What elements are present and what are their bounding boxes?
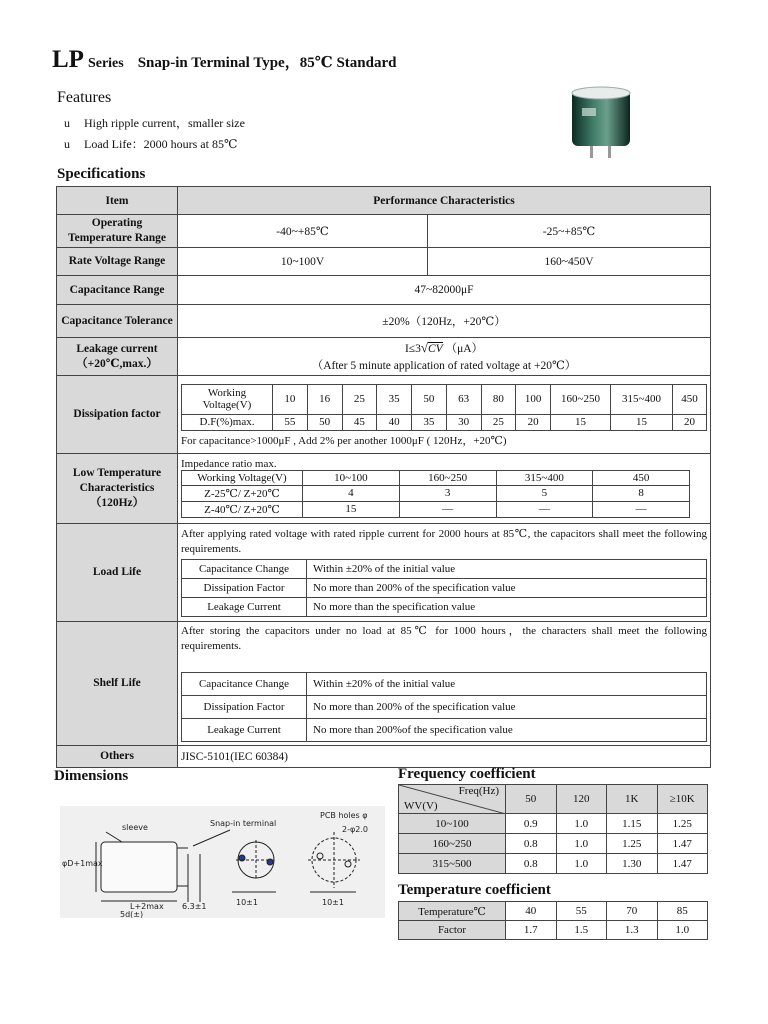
df-voltage-cell: 80 [481, 384, 516, 414]
temp-cell: 40 [506, 902, 557, 921]
freq-cell: 1.47 [657, 854, 708, 874]
table-row [182, 579, 707, 598]
frequency-heading: Frequency coefficient [398, 766, 536, 782]
requirement-value: No more than 200% of the specification value [307, 579, 707, 598]
features-heading: Features [57, 89, 112, 106]
requirement-value: No more than 200% of the specification value [307, 696, 707, 719]
df-value-cell: 50 [307, 414, 342, 430]
requirement-value: No more than 200%of the specification value [307, 719, 707, 742]
lowtemp-header-cell: 450 [593, 470, 690, 485]
specifications-heading: Specifications [57, 166, 146, 182]
df-voltage-cell: 35 [377, 384, 412, 414]
freq-cell: 1.0 [556, 834, 607, 854]
low-temperature-label: Low Temperature Characteristics（120Hz） [57, 454, 178, 524]
freq-col-header: 120 [556, 785, 607, 814]
dissipation-factor-label: Dissipation factor [57, 376, 178, 454]
length-label: L+2max [130, 902, 164, 911]
pcb-holes-label: PCB holes φ [320, 811, 368, 820]
freq-col-header: 50 [506, 785, 557, 814]
sleeve-label: sleeve [122, 823, 148, 832]
shelf-life-table [181, 672, 707, 742]
temp-cell: 55 [556, 902, 607, 921]
temp-cell: 1.0 [657, 921, 708, 940]
lowtemp-cell: — [593, 501, 690, 517]
lowtemp-cell: 8 [593, 485, 690, 501]
lowtemp-cell: Z-25℃/ Z+20℃ [182, 485, 303, 501]
lowtemp-header-cell: 315~400 [496, 470, 593, 485]
operating-temp-label: Operating Temperature Range [57, 215, 178, 248]
specifications-table: Item Performance Characteristics Operating Temperature Range -40~+85℃ -25~+85℃ Rate Voltage Range 10~100V 160~450V Capacitance Range 47~82000μF Capacitance Tolerance ±20%（120Hz，+20℃） Leakage current（+20℃,max.） I≤3√CV （μA） （After 5 minute application of rated voltage at +20℃） Dissipation factor Working Voltage(V) 10 16 25 35 50 63 80 100 160~250 315~400 450 D.F(%)max. 55 50 45 40 35 30 25 20 15 15 20 For capacitance>1000μF , Add 2% per another 1000μF ( 120Hz，+20℃) Low Temperature Characteristics（120Hz） Impedance ratio max. Working Voltage(V) 10~100 160~250 315~400 450 Z-25℃/ Z+20℃ 4 3 5 8 Z-40℃/ Z+20℃ 15 — — — Load Life After applying rated voltage with rated ripple current for 2000 hours at 85℃, the capacitors shall meet the following requirements. Capacitance Change Within ±20% of the initial value Dissipation Factor No more than 200% of the specification value Leakage Current No more than the specification value Shelf Life After storing the capacitors under no load at 85℃ for 1000 hours，the characters shall meet the following requirements. Capacitance Change Within ±20% of the initial value Dissipation Factor No more than 200% of the specification value Leakage Current No more than 200%of the specification value Others JISC-5101(IEC 60384) [56, 186, 711, 768]
freq-cell: 1.0 [556, 854, 607, 874]
capacitance-tolerance-label: Capacitance Tolerance [57, 305, 178, 338]
leakage-current-label: Leakage current（+20℃,max.） [57, 338, 178, 376]
freq-cell: 0.9 [506, 814, 557, 834]
lowtemp-cell: 5 [496, 485, 593, 501]
freq-corner: Freq(Hz) WV(V) [399, 785, 506, 814]
feature-item: u High ripple current，smaller size [64, 116, 245, 130]
requirement-value: No more than the specification value [307, 598, 707, 617]
lowtemp-cell: 15 [303, 501, 400, 517]
rate-voltage-label: Rate Voltage Range [57, 248, 178, 276]
temp-cell: 70 [607, 902, 658, 921]
freq-cell: 10~100 [399, 814, 506, 834]
temp-cell: 85 [657, 902, 708, 921]
df-voltage-cell: 315~400 [611, 384, 673, 414]
temp-cell: 1.3 [607, 921, 658, 940]
df-voltage-cell: 16 [307, 384, 342, 414]
table-row [182, 696, 707, 719]
table-row [399, 814, 708, 834]
lowtemp-cell: 3 [399, 485, 496, 501]
df-value-cell: 35 [412, 414, 447, 430]
table-row [182, 673, 707, 696]
df-voltage-cell: 450 [673, 384, 707, 414]
lowtemp-cell: 4 [303, 485, 400, 501]
df-value-cell: 25 [481, 414, 516, 430]
freq-cell: 0.8 [506, 834, 557, 854]
bullet-icon: u [64, 116, 70, 130]
freq-cell: 1.25 [607, 834, 658, 854]
lowtemp-header-cell: 160~250 [399, 470, 496, 485]
temp-cell: Factor [399, 921, 506, 940]
requirement-item: Leakage Current [182, 719, 307, 742]
temperature-heading: Temperature coefficient [398, 882, 551, 898]
df-value-cell: 45 [342, 414, 377, 430]
load-life-table [181, 559, 707, 617]
series-word: Series [87, 56, 124, 71]
requirement-item: Capacitance Change [182, 673, 307, 696]
others-label: Others [57, 746, 178, 768]
df-value-cell: 15 [611, 414, 673, 430]
temp-cell: 1.7 [506, 921, 557, 940]
df-value-cell: 40 [377, 414, 412, 430]
low-temp-table [181, 470, 690, 518]
feature-item: u Load Life：2000 hours at 85℃ [64, 137, 238, 151]
df-value-cell: 15 [551, 414, 611, 430]
df-value-cell: 30 [446, 414, 481, 430]
requirement-item: Dissipation Factor [182, 696, 307, 719]
lowtemp-header-cell: Working Voltage(V) [182, 470, 303, 485]
freq-cell: 315~500 [399, 854, 506, 874]
col-performance: Performance Characteristics [178, 187, 711, 215]
df-voltage-cell: 160~250 [551, 384, 611, 414]
table-row [182, 719, 707, 742]
requirement-item: Capacitance Change [182, 560, 307, 579]
page-title [52, 46, 396, 74]
dimensions-drawing [60, 806, 385, 918]
capacitor-photo [566, 84, 636, 164]
hole-pitch-label: 10±1 [322, 898, 344, 907]
temperature-table [398, 901, 708, 940]
freq-col-header: 1K [607, 785, 658, 814]
requirement-item: Leakage Current [182, 598, 307, 617]
df-value-cell: 55 [273, 414, 308, 430]
df-voltage-cell: 25 [342, 384, 377, 414]
df-voltage-cell: 10 [273, 384, 308, 414]
col-item: Item [57, 187, 178, 215]
requirement-value: Within ±20% of the initial value [307, 560, 707, 579]
lead-label: 5d(±) [120, 910, 144, 918]
shelf-life-label: Shelf Life [57, 622, 178, 746]
table-row [182, 560, 707, 579]
freq-cell: 1.0 [556, 814, 607, 834]
table-row [399, 854, 708, 874]
table-row [399, 834, 708, 854]
leakage-current-value: I≤3√CV （μA） （After 5 minute application of rated voltage at +20℃） [178, 338, 711, 376]
lowtemp-cell: — [399, 501, 496, 517]
requirement-item: Dissipation Factor [182, 579, 307, 598]
freq-cell: 0.8 [506, 854, 557, 874]
requirement-value: Within ±20% of the initial value [307, 673, 707, 696]
df-value-cell: 20 [673, 414, 707, 430]
freq-cell: 1.47 [657, 834, 708, 854]
df-value-cell: 20 [516, 414, 551, 430]
series-code: LP [52, 46, 84, 73]
temp-cell: Temperature℃ [399, 902, 506, 921]
capacitance-range-label: Capacitance Range [57, 276, 178, 305]
lowtemp-cell: Z-40℃/ Z+20℃ [182, 501, 303, 517]
freq-cell: 160~250 [399, 834, 506, 854]
df-voltage-cell: 63 [446, 384, 481, 414]
df-voltage-cell: 50 [412, 384, 447, 414]
freq-cell: 1.15 [607, 814, 658, 834]
series-subtitle: Snap-in Terminal Type，85℃ Standard [137, 55, 397, 71]
lowtemp-header-cell: 10~100 [303, 470, 400, 485]
dimensions-heading: Dimensions [54, 768, 129, 784]
freq-col-header: ≥10K [657, 785, 708, 814]
df-table: Working Voltage(V) 10 16 25 35 50 63 80 100 160~250 315~400 450 D.F(%)max. 55 50 45 40 35 30 25 20 15 15 20 [181, 384, 707, 431]
snap-terminal-label: Snap-in terminal [210, 819, 277, 828]
temp-cell: 1.5 [556, 921, 607, 940]
terminal-length-label: 6.3±1 [182, 902, 207, 911]
lowtemp-cell: — [496, 501, 593, 517]
table-row [182, 598, 707, 617]
bullet-icon: u [64, 137, 70, 151]
freq-cell: 1.25 [657, 814, 708, 834]
pitch-label: 10±1 [236, 898, 258, 907]
freq-cell: 1.30 [607, 854, 658, 874]
load-life-label: Load Life [57, 524, 178, 622]
hole-size-label: 2-φ2.0 [342, 825, 368, 834]
frequency-table [398, 784, 708, 874]
diameter-label: φD+1max [62, 859, 103, 868]
df-voltage-cell: 100 [516, 384, 551, 414]
